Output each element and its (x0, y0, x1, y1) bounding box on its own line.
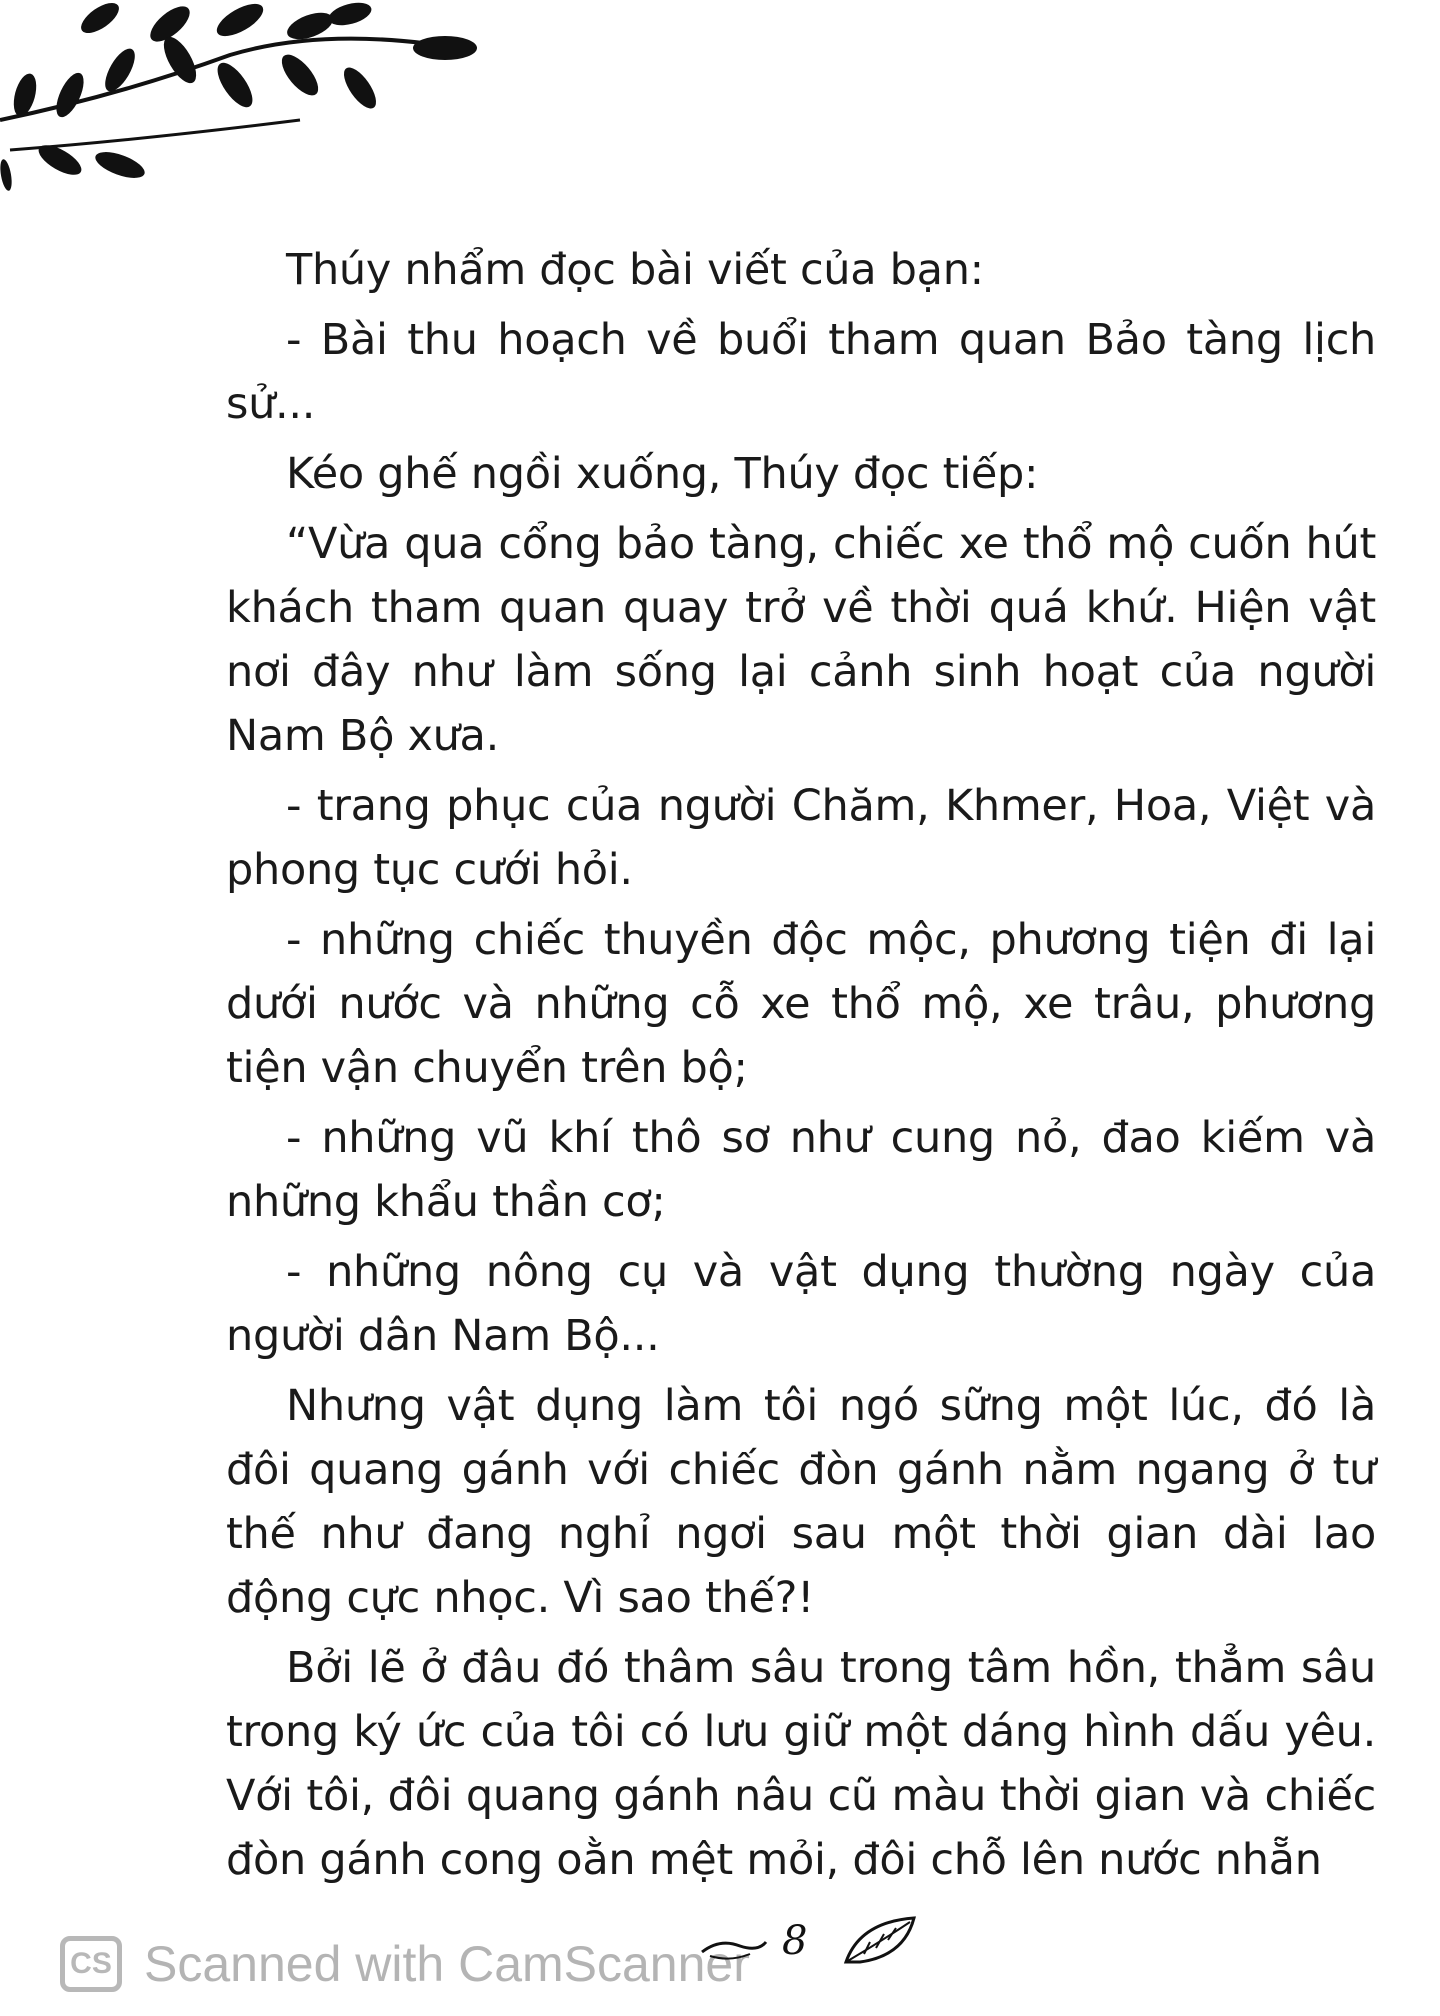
swirl-ornament-icon (700, 1934, 770, 1964)
leaf-icon (840, 1912, 920, 1972)
paragraph: Nhưng vật dụng làm tôi ngó sững một lúc, đó là đôi quang gánh với chiếc đòn gánh nằm ngang ở tư thế như đang nghỉ ngơi sau một thời gian dài lao động cực nhọc. Vì sao thế?! (226, 1381, 1376, 1623)
camscanner-logo: CS (60, 1936, 122, 1992)
scanner-watermark: Scanned with CamScanner (144, 1936, 750, 1992)
page-footer (0, 1910, 1440, 2000)
paragraph: - những vũ khí thô sơ như cung nỏ, đao kiếm và những khẩu thần cơ; (226, 1113, 1376, 1227)
paragraph: Bởi lẽ ở đâu đó thâm sâu trong tâm hồn, thẳm sâu trong ký ức của tôi có lưu giữ một dáng hình dấu yêu. Với tôi, đôi quang gánh nâu cũ màu thời gian và chiếc đòn gánh cong oằn mệt mỏi, đôi chỗ lên nước nhẵn (226, 1643, 1376, 1885)
page-number: 8 (782, 1918, 808, 1964)
paragraph: - trang phục của người Chăm, Khmer, Hoa, Việt và phong tục cưới hỏi. (226, 781, 1376, 895)
paragraph: - Bài thu hoạch về buổi tham quan Bảo tàng lịch sử... (226, 315, 1376, 429)
leaf-branch-icon (0, 0, 500, 220)
page-body (226, 238, 1376, 1898)
paragraph: Thúy nhẩm đọc bài viết của bạn: (286, 245, 984, 295)
paragraph: - những nông cụ và vật dụng thường ngày của người dân Nam Bộ... (226, 1247, 1376, 1361)
paragraph: “Vừa qua cổng bảo tàng, chiếc xe thổ mộ cuốn hút khách tham quan quay trở về thời quá khứ. Hiện vật nơi đây như làm sống lại cảnh sinh hoạt của người Nam Bộ xưa. (226, 519, 1376, 761)
paragraph: Kéo ghế ngồi xuống, Thúy đọc tiếp: (286, 449, 1039, 499)
paragraph: - những chiếc thuyền độc mộc, phương tiện đi lại dưới nước và những cỗ xe thổ mộ, xe trâu, phương tiện vận chuyển trên bộ; (226, 915, 1376, 1093)
